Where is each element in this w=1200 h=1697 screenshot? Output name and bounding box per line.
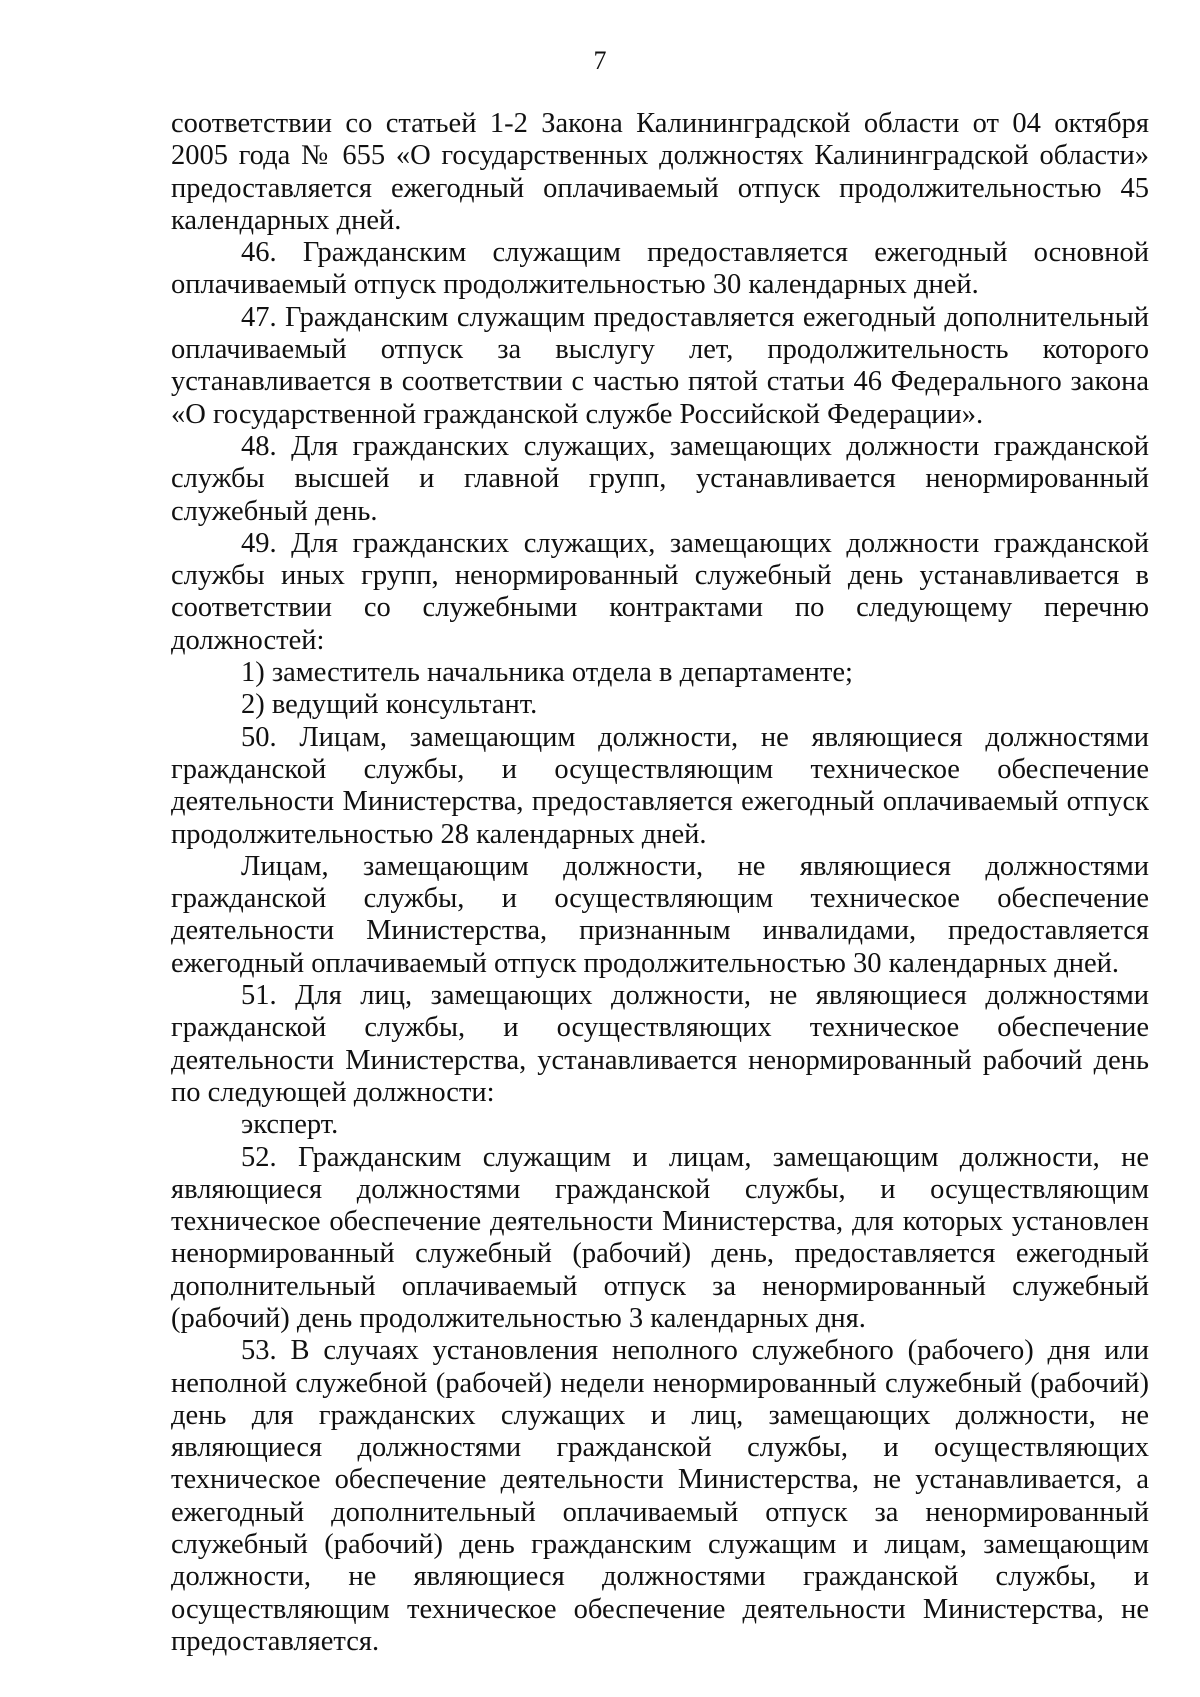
position-expert: эксперт. [241,1109,339,1141]
paragraph-46: 46. Гражданским служащим предоставляется ежегодный основной оплачиваемый отпуск продолжительностью 30 календарных дней. [171,237,1149,301]
paragraph-53: 53. В случаях установления неполного служебного (рабочего) дня или неполной служебной (рабочей) недели ненормированный служебный (рабочий) день для гражданских служащих и лиц, замещающих должности, не являющиеся должностями гражданской службы, и осуществляющих техническое обеспечение деятельности Министерства, не устанавливается, а ежегодный дополнительный оплачиваемый отпуск за ненормированный служебный (рабочий) день гражданским служащим и лицам, замещающим должности, не являющиеся должностями гражданской службы, и осуществляющим техническое обеспечение деятельности Министерства, не предоставляется. [171,1335,1149,1657]
paragraph-49: 49. Для гражданских служащих, замещающих должности гражданской службы иных групп, ненормированный служебный день устанавливается в соответствии со служебными контрактами по следующему перечню должностей: [171,527,1149,656]
list-item-2: 2) ведущий консультант. [241,689,538,721]
page-number: 7 [593,46,607,75]
list-item-1: 1) заместитель начальника отдела в департаменте; [241,657,853,689]
paragraph-50-continuation: Лицам, замещающим должности, не являющиеся должностями гражданской службы, и осуществляющим техническое обеспечение деятельности Министерства, признанным инвалидами, предоставляется ежегодный оплачиваемый отпуск продолжительностью 30 календарных дней. [171,850,1149,979]
paragraph-51: 51. Для лиц, замещающих должности, не являющиеся должностями гражданской службы, и осуществляющих техническое обеспечение деятельности Министерства, устанавливается ненормированный рабочий день по следующей должности: [171,980,1149,1108]
paragraph-continuation: соответствии со статьей 1-2 Закона Калининградской области от 04 октября 2005 года № 655 «О государственных должностях Калининградской области» предоставляется ежегодный оплачиваемый отпуск продолжительностью 45 календарных дней. [171,108,1149,236]
document-body [171,108,1149,1658]
paragraph-48: 48. Для гражданских служащих, замещающих должности гражданской службы высшей и главной групп, устанавливается ненормированный служебный день. [171,430,1149,527]
paragraph-52: 52. Гражданским служащим и лицам, замещающим должности, не являющиеся должностями гражданской службы, и осуществляющим техническое обеспечение деятельности Министерства, для которых установлен ненормированный служебный (рабочий) день, предоставляется ежегодный дополнительный оплачиваемый отпуск за ненормированный служебный (рабочий) день продолжительностью 3 календарных дня. [171,1141,1149,1334]
paragraph-50: 50. Лицам, замещающим должности, не являющиеся должностями гражданской службы, и осуществляющим техническое обеспечение деятельности Министерства, предоставляется ежегодный оплачиваемый отпуск продолжительностью 28 календарных дней. [171,721,1149,850]
paragraph-47: 47. Гражданским служащим предоставляется ежегодный дополнительный оплачиваемый отпуск за выслугу лет, продолжительность которого устанавливается в соответствии с частью пятой статьи 46 Федерального закона «О государственной гражданской службе Российской Федерации». [171,301,1149,430]
